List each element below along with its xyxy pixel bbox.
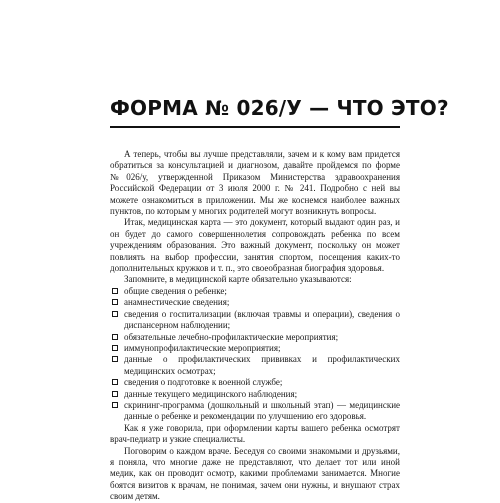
heading-block [110,96,449,128]
list-item [110,389,400,400]
checkbox-bullet-icon [112,288,118,294]
list-item-text: обязательные лечебно-профилактические мероприятия; [124,331,339,342]
page-title: ФОРМА № 026/У — ЧТО ЭТО? [110,96,449,120]
list-item-text: сведения о подготовке к военной службе; [124,377,283,388]
list-item [110,354,400,377]
body-text [110,149,400,503]
list-item [110,309,400,332]
checkbox-bullet-icon [112,299,118,305]
list-item [110,286,400,297]
list-item-text: общие сведения о ребенке; [124,285,227,296]
list-item [110,343,400,354]
list-item [110,332,400,343]
list-item [110,400,400,423]
list-item [110,377,400,388]
checkbox-bullet-icon [112,334,118,340]
required-items-list [110,286,400,423]
title-underline [110,126,400,128]
paragraph-intro: А теперь, чтобы вы лучше представляли, зачем и к кому вам придется обратиться за консультацией и диагнозом, давайте пройдемся по форме №026/у, утвержденной Приказом Министерства здравоохранения Российской Федерации от 3 июля 2000 г. № 241. Подробно с ней вы можете ознакомиться в приложении. Мы же коснемся наиболее важных пунктов, по которым у многих родителей могут возникнуть вопросы. [110,149,400,217]
checkbox-bullet-icon [112,345,118,351]
paragraph-medical-card: Итак, медицинская карта — это документ, который выдают один раз, и он будет до самого совершеннолетия сопровождать ребенка по всем учреждениям образования. Это важный документ, поскольку он может повлиять на выбор профессии, занятия спортом, посещения каких-то дополнительных кружков и т. п., это своеобразная биография здоровья. [110,217,400,274]
list-item-text: данные текущего медицинского наблюдения; [124,388,298,399]
checkbox-bullet-icon [112,311,118,317]
paragraph-doctors: Поговорим о каждом враче. Беседуя со своими знакомыми и друзьями, я поняла, что многие даже не представляют, что делает тот или иной медик, как он проводит осмотр, какими проблемами занимается. Многие боятся визитов к врачам, не понимая, зачем они нужны, и внушают страх своим детям. [110,445,400,502]
list-item [110,297,400,308]
list-item-text: иммунопрофилактические мероприятия; [124,342,281,353]
checkbox-bullet-icon [112,356,118,362]
list-item-text: сведения о госпитализации (включая травмы и операции), сведения о диспансерном наблюдении; [124,308,400,331]
checkbox-bullet-icon [112,391,118,397]
paragraph-list-intro: Запомните, в медицинской карте обязательно указываются: [124,274,352,285]
checkbox-bullet-icon [112,402,118,408]
list-item-text: скрининг-программа (дошкольный и школьный этап) — медицинские данные о ребенке и рекомендации по улучшению его здоровья. [124,399,400,422]
checkbox-bullet-icon [112,379,118,385]
list-item-text: данные о профилактических прививках и профилактических медицинских осмотрах; [124,354,400,376]
paragraph-specialists: Как я уже говорила, при оформлении карты вашего ребенка осмотрят врач-педиатр и узкие специалисты. [110,422,400,445]
list-item-text: анамнестические сведения; [124,297,230,308]
